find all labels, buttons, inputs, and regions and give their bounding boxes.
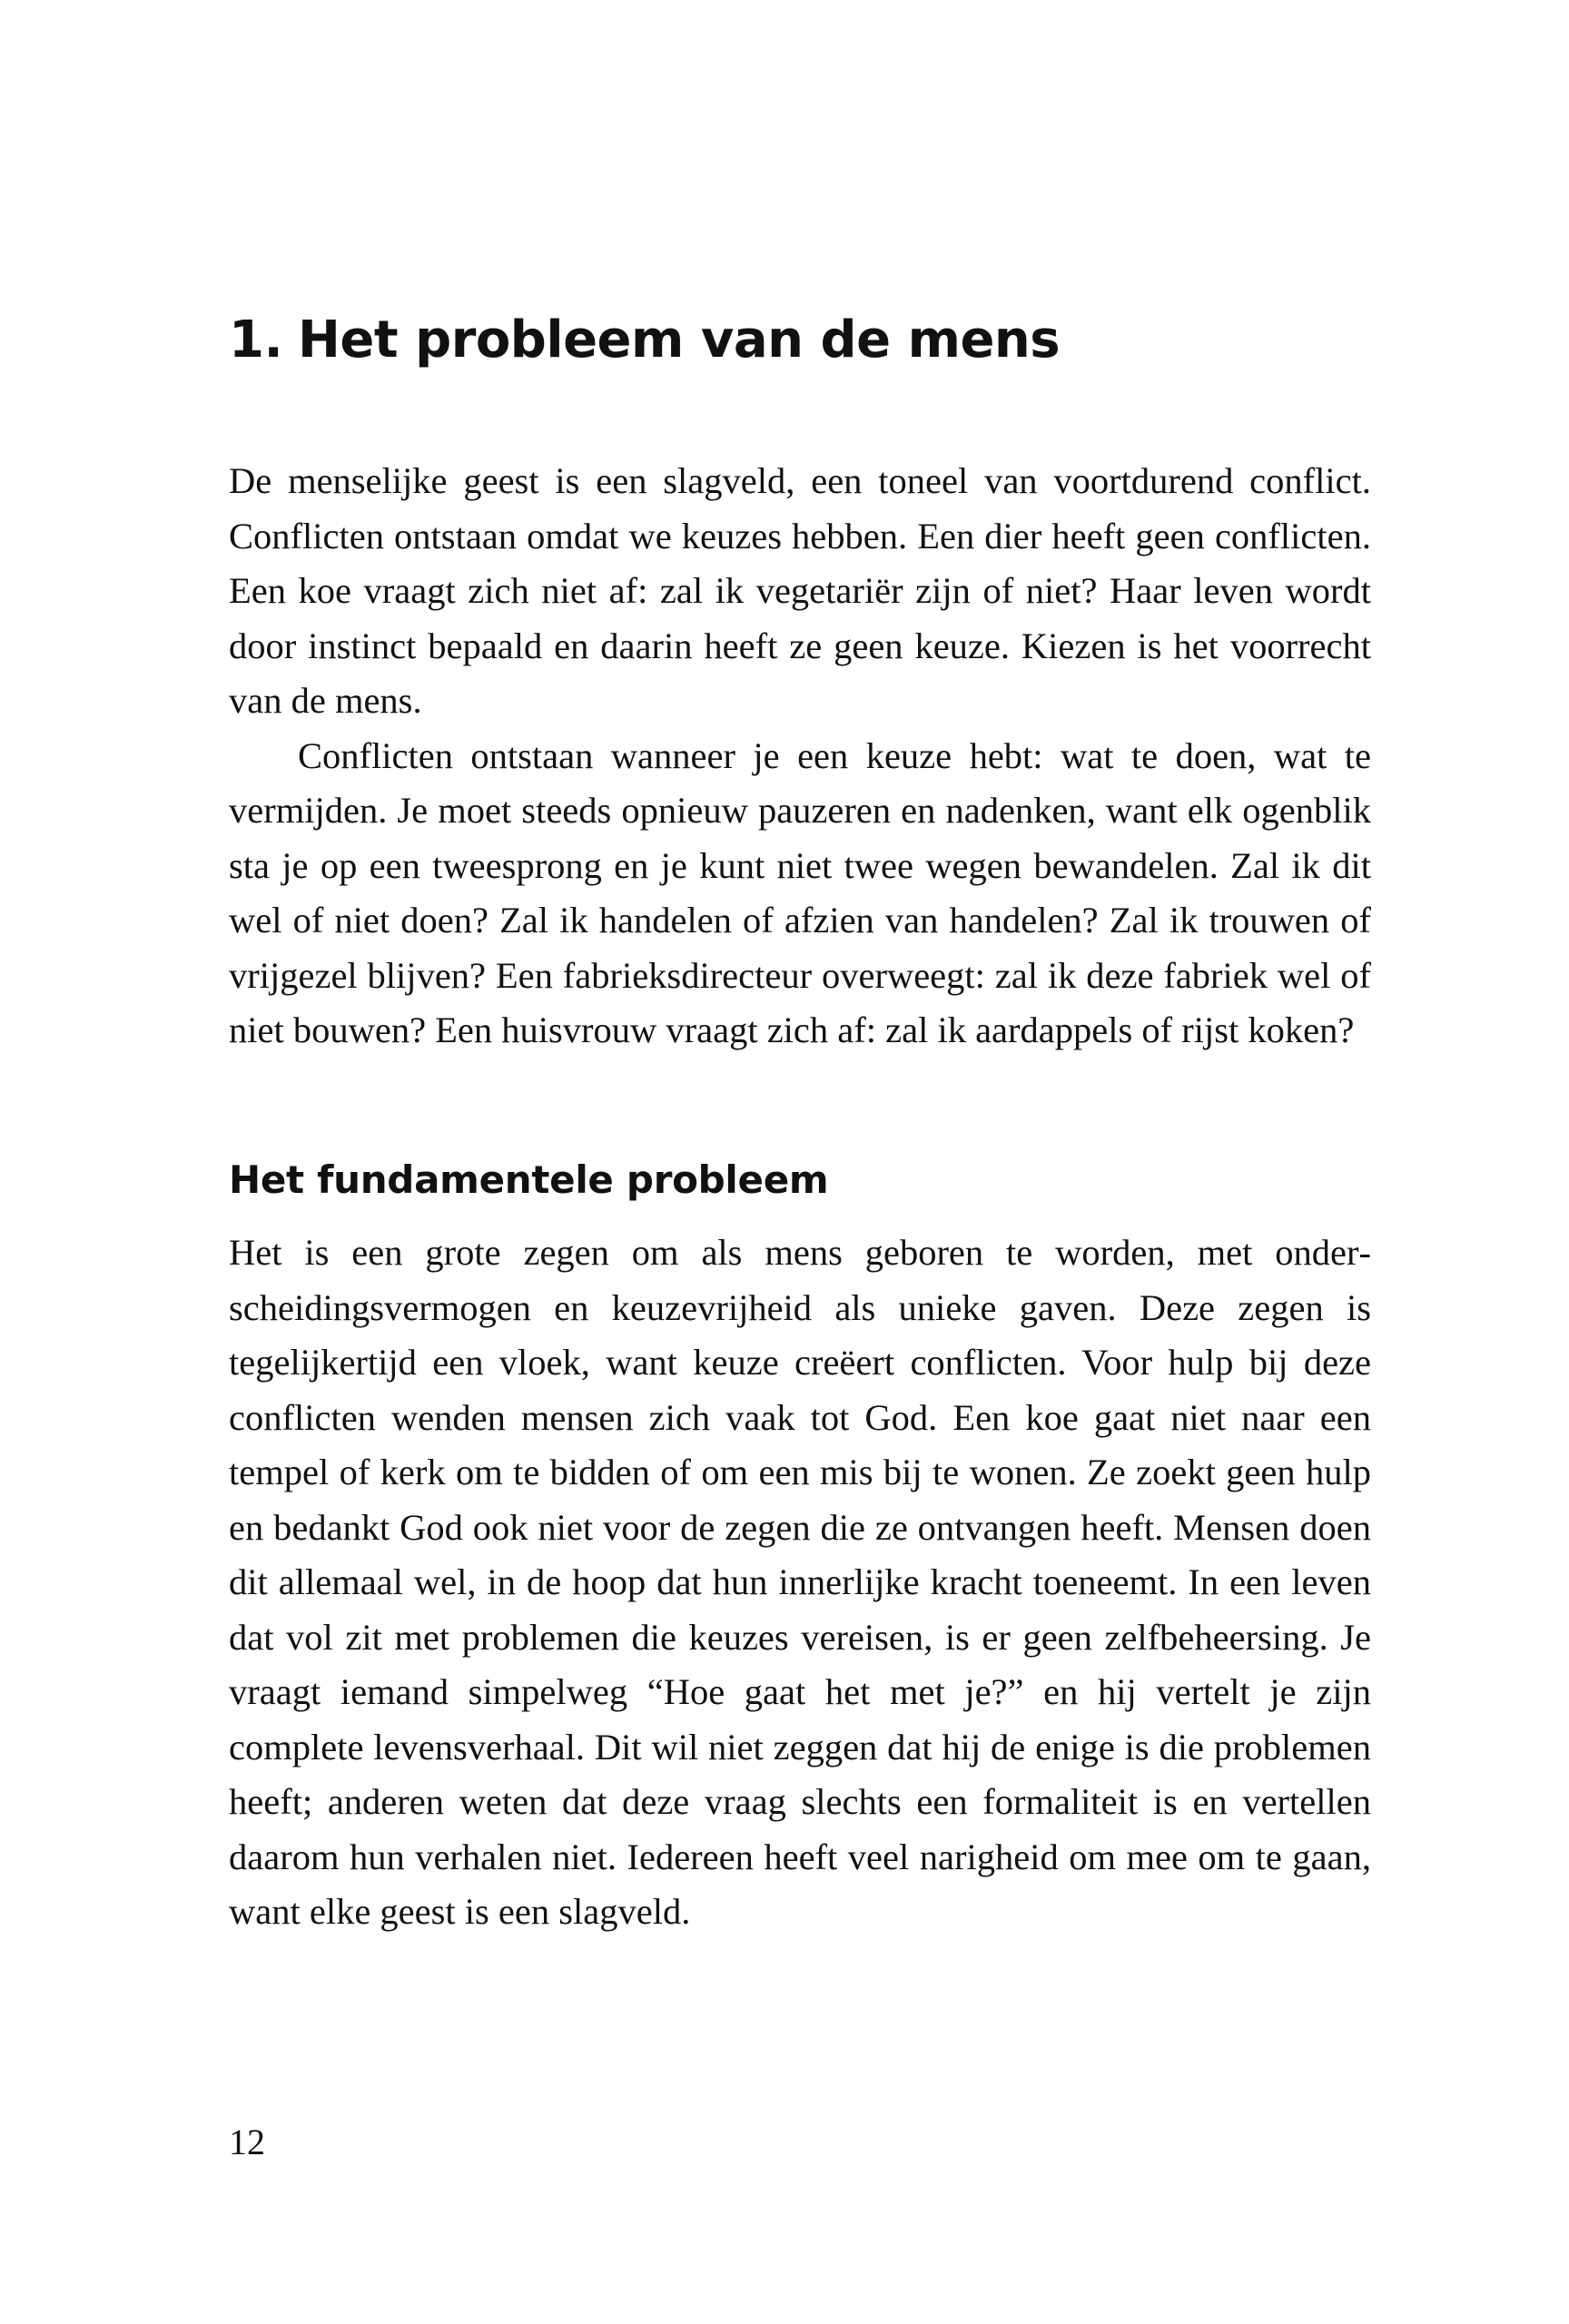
chapter-title-text: Het probleem van de mens: [298, 310, 1061, 369]
page-number: 12: [229, 2122, 265, 2162]
section-text: [229, 1226, 1371, 1940]
intro-text: [229, 454, 1371, 1059]
intro-paragraph-2: Conflicten ontstaan wanneer je een keuze hebt: wat te doen, wat te vermijden. Je moet steeds opnieuw pauzeren en nadenken, want elk ogenblik sta je op een tweesprong en je kunt niet twee wegen bewandelen. Zal ik dit wel of niet doen? Zal ik handelen of afzien van handelen? Zal ik trouwen of vrijgezel blijven? Een fabrieksdirecteur overweegt: zal ik deze fabriek wel of niet bouwen? Een huisvrouw vraagt zich af: zal ik aardappels of rijst koken?: [229, 734, 1371, 1050]
chapter-title: [229, 304, 1373, 377]
chapter-number: 1.: [229, 310, 283, 369]
section-heading: Het fundamentele probleem: [229, 1157, 829, 1202]
intro-paragraph-1: De menselijke geest is een slagveld, een toneel van voortdurend conflict. Conflicten ontstaan omdat we keuzes hebben. Een dier heeft geen conflicten. Een koe vraagt zich niet af: zal ik vegetariër zijn of niet? Haar leven wordt door instinct bepaald en daarin heeft ze geen keuze. Kiezen is het voorrecht van de mens.: [229, 460, 1371, 721]
section-paragraph-1: Het is een grote zegen om als mens geboren te worden, met onderscheidingsvermogen en keuzevrijheid als unieke gaven. Deze zegen is tegelijkertijd een vloek, want keuze creëert conflicten. Voor hulp bij deze conflicten wenden mensen zich vaak tot God. Een koe gaat niet naar een tempel of kerk om te bidden of om een mis bij te wonen. Ze zoekt geen hulp en bedankt God ook niet voor de zegen die ze ontvangen heeft. Mensen doen dit allemaal wel, in de hoop dat hun innerlijke kracht toeneemt. In een leven dat vol zit met problemen die keuzes vereisen, is er geen zelfbeheersing. Je vraagt iemand simpelweg “Hoe gaat het met je?” en hij vertelt je zijn complete levensverhaal. Dit wil niet zeggen dat hij de enige is die problemen heeft; anderen weten dat deze vraag slechts een formaliteit is en vertellen daarom hun verhalen niet. Iedereen heeft veel narigheid om mee om te gaan, want elke geest is een slagveld.: [229, 1232, 1371, 1932]
